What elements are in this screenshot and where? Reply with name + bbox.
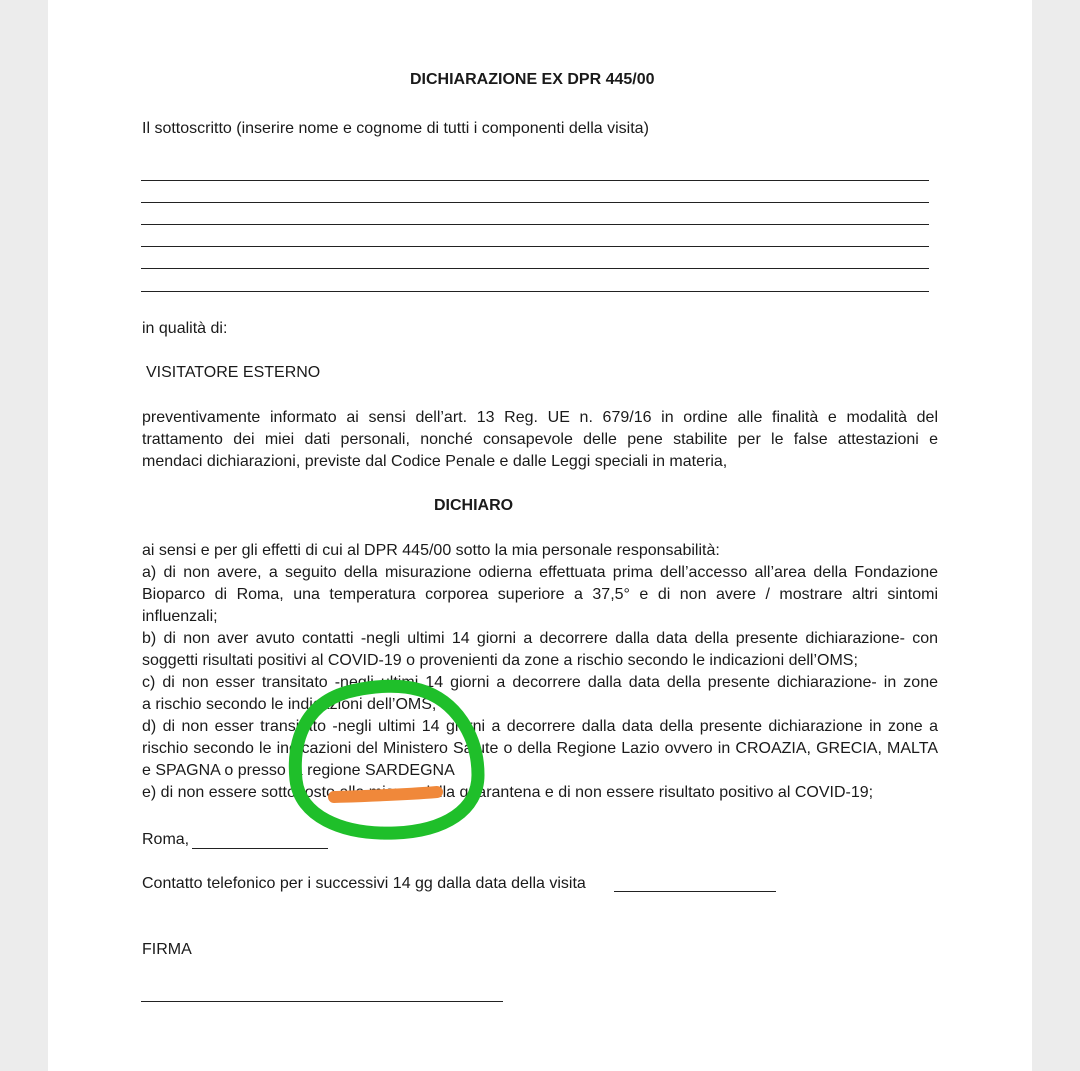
intro-text: Il sottoscritto (inserire nome e cognome di tutti i componenti della visita)	[142, 120, 649, 137]
informed-line: mendaci dichiarazioni, previste dal Codice Penale e dalle Leggi speciali in materia,	[142, 453, 728, 470]
body-line: b) di non aver avuto contatti -negli ultimi 14 giorni a decorrere dalla data della presente dichiarazione- con	[142, 630, 938, 647]
informed-line: preventivamente informato ai sensi dell’art. 13 Reg. UE n. 679/16 in ordine alle finalità e modalità del	[142, 409, 938, 426]
body-line: a) di non avere, a seguito della misurazione odierna effettuata prima dell’accesso all’area della Fondazione	[142, 564, 938, 581]
firma-label: FIRMA	[142, 941, 192, 958]
body-line: e) di non essere sottoposto alla misura della quarantena e di non essere risultato positivo al COVID-19;	[142, 784, 874, 801]
declaration-body	[142, 540, 938, 804]
document-title: DICHIARAZIONE EX DPR 445/00	[410, 71, 655, 88]
body-line: rischio secondo le indicazioni del Ministero Salute o della Regione Lazio ovvero in CROAZIA, GRECIA, MALTA	[142, 740, 938, 757]
body-line: soggetti risultati positivi al COVID-19 o provenienti da zone a rischio secondo le indicazioni dell’OMS;	[142, 652, 858, 669]
body-line: e SPAGNA o presso la regione SARDEGNA	[142, 762, 455, 779]
roma-label: Roma,	[142, 831, 190, 848]
document-page	[48, 0, 1032, 1071]
contatto-label: Contatto telefonico per i successivi 14 gg dalla data della visita	[142, 875, 586, 892]
name-line-1[interactable]	[141, 180, 929, 181]
name-line-6[interactable]	[141, 291, 929, 292]
name-line-2[interactable]	[141, 202, 929, 203]
body-line: Bioparco di Roma, una temperatura corporea superiore a 37,5° e di non avere / mostrare altri sintomi	[142, 586, 938, 603]
dichiaro-heading: DICHIARO	[434, 497, 514, 514]
body-line: ai sensi e per gli effetti di cui al DPR 445/00 sotto la mia personale responsabilità:	[142, 542, 720, 559]
in-qualita-label: in qualità di:	[142, 320, 228, 337]
informed-paragraph	[142, 407, 938, 473]
body-line: influenzali;	[142, 608, 218, 625]
date-line[interactable]	[192, 848, 328, 849]
phone-line[interactable]	[614, 891, 776, 892]
body-line: a rischio secondo le indicazioni dell’OMS;	[142, 696, 437, 713]
name-line-5[interactable]	[141, 268, 929, 269]
role-text: VISITATORE ESTERNO	[146, 364, 321, 381]
body-line: c) di non esser transitato -negli ultimi 14 giorni a decorrere dalla data della presente dichiarazione- in zone	[142, 674, 938, 691]
informed-line: trattamento dei miei dati personali, nonché consapevole delle pene stabilite per le false attestazioni e	[142, 431, 938, 448]
name-line-4[interactable]	[141, 246, 929, 247]
body-line: d) di non esser transitato -negli ultimi 14 giorni a decorrere dalla data della presente dichiarazione in zone a	[142, 718, 938, 735]
name-line-3[interactable]	[141, 224, 929, 225]
signature-line[interactable]	[141, 1001, 503, 1002]
